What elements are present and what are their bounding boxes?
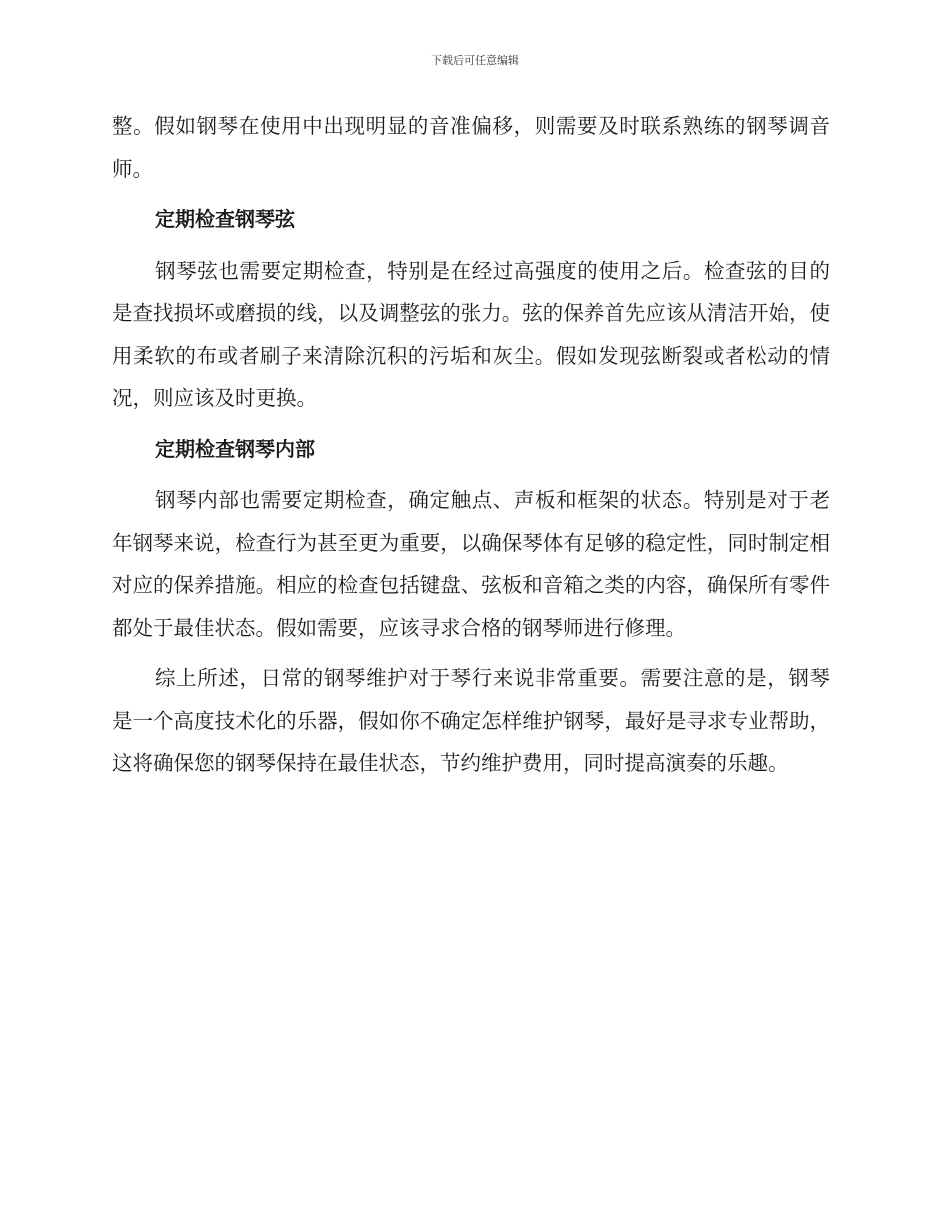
strings-paragraph: 钢琴弦也需要定期检查，特别是在经过高强度的使用之后。检查弦的目的是查找损坏或磨损的线，以及调整弦的张力。弦的保养首先应该从清洁开始，使用柔软的布或者刷子来清除沉积的污垢和灰尘。假如发现弦断裂或者松动的情况，则应该及时更换。: [112, 258, 830, 410]
page-header: 下载后可任意编辑: [431, 54, 519, 67]
document-body: [112, 105, 830, 785]
section-heading-strings: 定期检查钢琴弦: [155, 207, 295, 231]
section-heading-interior: 定期检查钢琴内部: [155, 436, 315, 461]
intro-continuation-paragraph: 整。假如钢琴在使用中出现明显的音准偏移，则需要及时联系熟练的钢琴调音师。: [112, 114, 830, 181]
conclusion-paragraph: 综上所述，日常的钢琴维护对于琴行来说非常重要。需要注意的是，钢琴是一个高度技术化的乐器，假如你不确定怎样维护钢琴，最好是寻求专业帮助，这将确保您的钢琴保持在最佳状态，节约维护费用，同时提高演奏的乐趣。: [112, 666, 830, 775]
interior-paragraph: 钢琴内部也需要定期检查，确定触点、声板和框架的状态。特别是对于老年钢琴来说，检查行为甚至更为重要，以确保琴体有足够的稳定性，同时制定相对应的保养措施。相应的检查包括键盘、弦板和音箱之类的内容，确保所有零件都处于最佳状态。假如需要，应该寻求合格的钢琴师进行修理。: [112, 488, 830, 640]
